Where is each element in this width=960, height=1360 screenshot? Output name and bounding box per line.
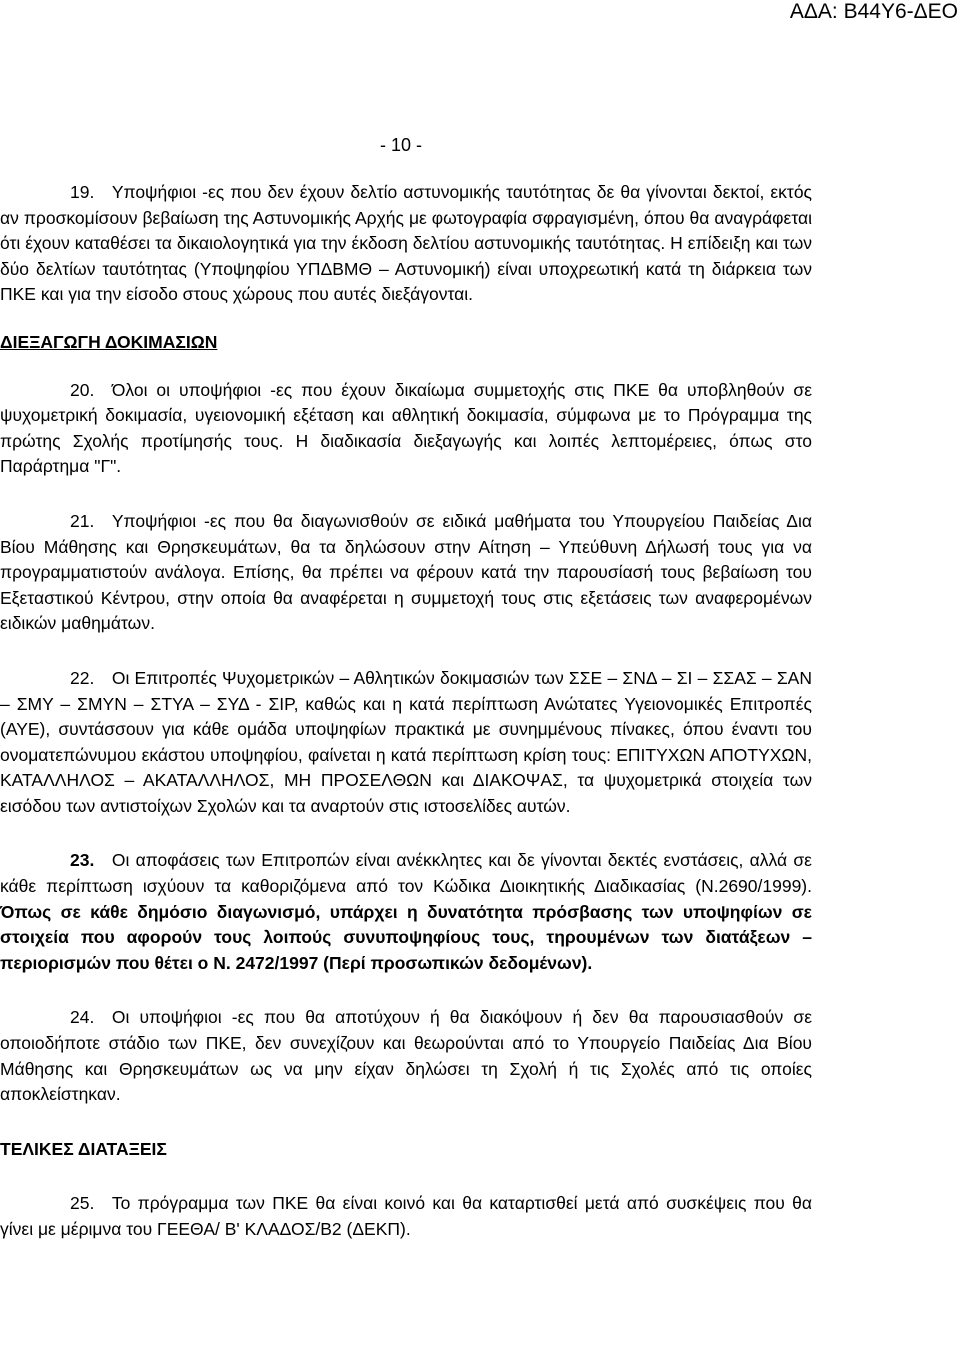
paragraph-21: 21. Υποψήφιοι -ες που θα διαγωνισθούν σε ειδικά μαθήματα του Υπουργείου Παιδείας Δια Βίου Μάθησης και Θρησκευμάτων, θα τα δηλώσουν στην Αίτηση – Υπεύθυνη Δήλωσή τους για να προγραμματιστούν ανάλογα. Επίσης, θα πρέπει να φέρουν κατά την παρουσίασή τους βεβαίωση του Εξεταστικού Κέντρου, στην οποία θα αναφέρεται η συμμετοχή τους στις εξετάσεις των αναφερομένων ειδικών μαθημάτων.	[0, 510, 812, 634]
paragraph-25: 25. Το πρόγραμμα των ΠΚΕ θα είναι κοινό και θα καταρτισθεί μετά από συσκέψεις που θα γίνει με μέριμνα του ΓΕΕΘΑ/ Β' ΚΛΑΔΟΣ/Β2 (ΔΕΚΠ).	[0, 1193, 812, 1239]
ada-code: ΑΔΑ: Β44Υ6-ΔΕΟ	[789, 0, 958, 23]
paragraph-20: 20. Όλοι οι υποψήφιοι -ες που έχουν δικαίωμα συμμετοχής στις ΠΚΕ θα υποβληθούν σε ψυχομετρική δοκιμασία, υγειονομική εξέταση και αθλητική δοκιμασία, σύμφωνα με το Πρόγραμμα της πρώτης Σχολής προτίμησής τους. Η διαδικασία διεξαγωγής και λοιπές λεπτομέρειες, όπως στο Παράρτημα "Γ".	[0, 379, 812, 477]
paragraph-19: 19. Υποψήφιοι -ες που δεν έχουν δελτίο αστυνομικής ταυτότητας δε θα γίνονται δεκτοί, εκτός αν προσκομίσουν βεβαίωση της Αστυνομικής Αρχής με φωτογραφία σφραγισμένη, όπου θα αναγράφεται ότι έχουν καταθέσει τα δικαιολογητικά για την έκδοση δελτίου αστυνομικής ταυτότητας. Η επίδειξη και των δύο δελτίων ταυτότητας (Υποψηφίου ΥΠΔΒΜΘ – Αστυνομική) είναι υποχρεωτική κατά τη διάρκεια των ΠΚΕ και για την είσοδο στους χώρους που αυτές διεξάγονται.	[0, 182, 812, 305]
paragraph-23-bold-text: Όπως σε κάθε δημόσιο διαγωνισμό, υπάρχει η δυνατότητα πρόσβασης των υποψηφίων σε στοιχεία που αφορούν τους λοιπούς συνυποψηφίους τους, τηρουμένων των διατάξεων – περιορισμών που θέτει ο Ν. 2472/1997 (Περί προσωπικών δεδομένων).	[0, 901, 812, 973]
document-body	[0, 180, 812, 1243]
heading-exams: ΔΙΕΞΑΓΩΓΗ ΔΟΚΙΜΑΣΙΩΝ	[0, 331, 218, 352]
page-number: - 10 -	[380, 135, 423, 155]
paragraph-22: 22. Οι Επιτροπές Ψυχομετρικών – Αθλητικών δοκιμασιών των ΣΣΕ – ΣΝΔ – ΣΙ – ΣΣΑΣ – ΣΑΝ – ΣΜΥ – ΣΜΥΝ – ΣΤΥΑ – ΣΥΔ - ΣΙΡ, καθώς και η κατά περίπτωση Ανώτατες Υγειονομικές Επιτροπές (ΑΥΕ), συντάσσουν για κάθε ομάδα υποψηφίων πρακτικά με συνημμένους πίνακες, όπου έναντι του ονοματεπώνυμου εκάστου υποψηφίου, φαίνεται η κατά περίπτωση κρίση τους: ΕΠΙΤΥΧΩΝ ΑΠΟΤΥΧΩΝ, ΚΑΤΑΛΛΗΛΟΣ – ΑΚΑΤΑΛΛΗΛΟΣ, ΜΗ ΠΡΟΣΕΛΘΩΝ και ΔΙΑΚΟΨΑΣ, τα ψυχομετρικά στοιχεία των εισόδου των αντιστοίχων Σχολών και τα αναρτούν στις ιστοσελίδες αυτών.	[0, 667, 812, 816]
paragraph-23-text: Οι αποφάσεις των Επιτροπών είναι ανέκκλητες και δε γίνονται δεκτές ενστάσεις, αλλά σε κάθε περίπτωση ισχύουν τα καθοριζόμενα από τον Κώδικα Διοικητικής Διαδικασίας (Ν.2690/1999).	[0, 850, 812, 897]
paragraph-24: 24. Οι υποψήφιοι -ες που θα αποτύχουν ή θα διακόψουν ή δεν θα παρουσιασθούν σε οποιοδήποτε στάδιο των ΠΚΕ, δεν συνεχίζουν και θεωρούνται από το Υπουργείο Παιδείας Δια Βίου Μάθησης και Θρησκευμάτων ως να μην είχαν δηλώσει τη Σχολή ή τις Σχολές από τις οποίες αποκλείστηκαν.	[0, 1007, 812, 1105]
paragraph-23-number: 23.	[70, 850, 95, 871]
heading-final: ΤΕΛΙΚΕΣ ΔΙΑΤΑΞΕΙΣ	[0, 1138, 167, 1159]
paragraph-23	[0, 848, 812, 976]
